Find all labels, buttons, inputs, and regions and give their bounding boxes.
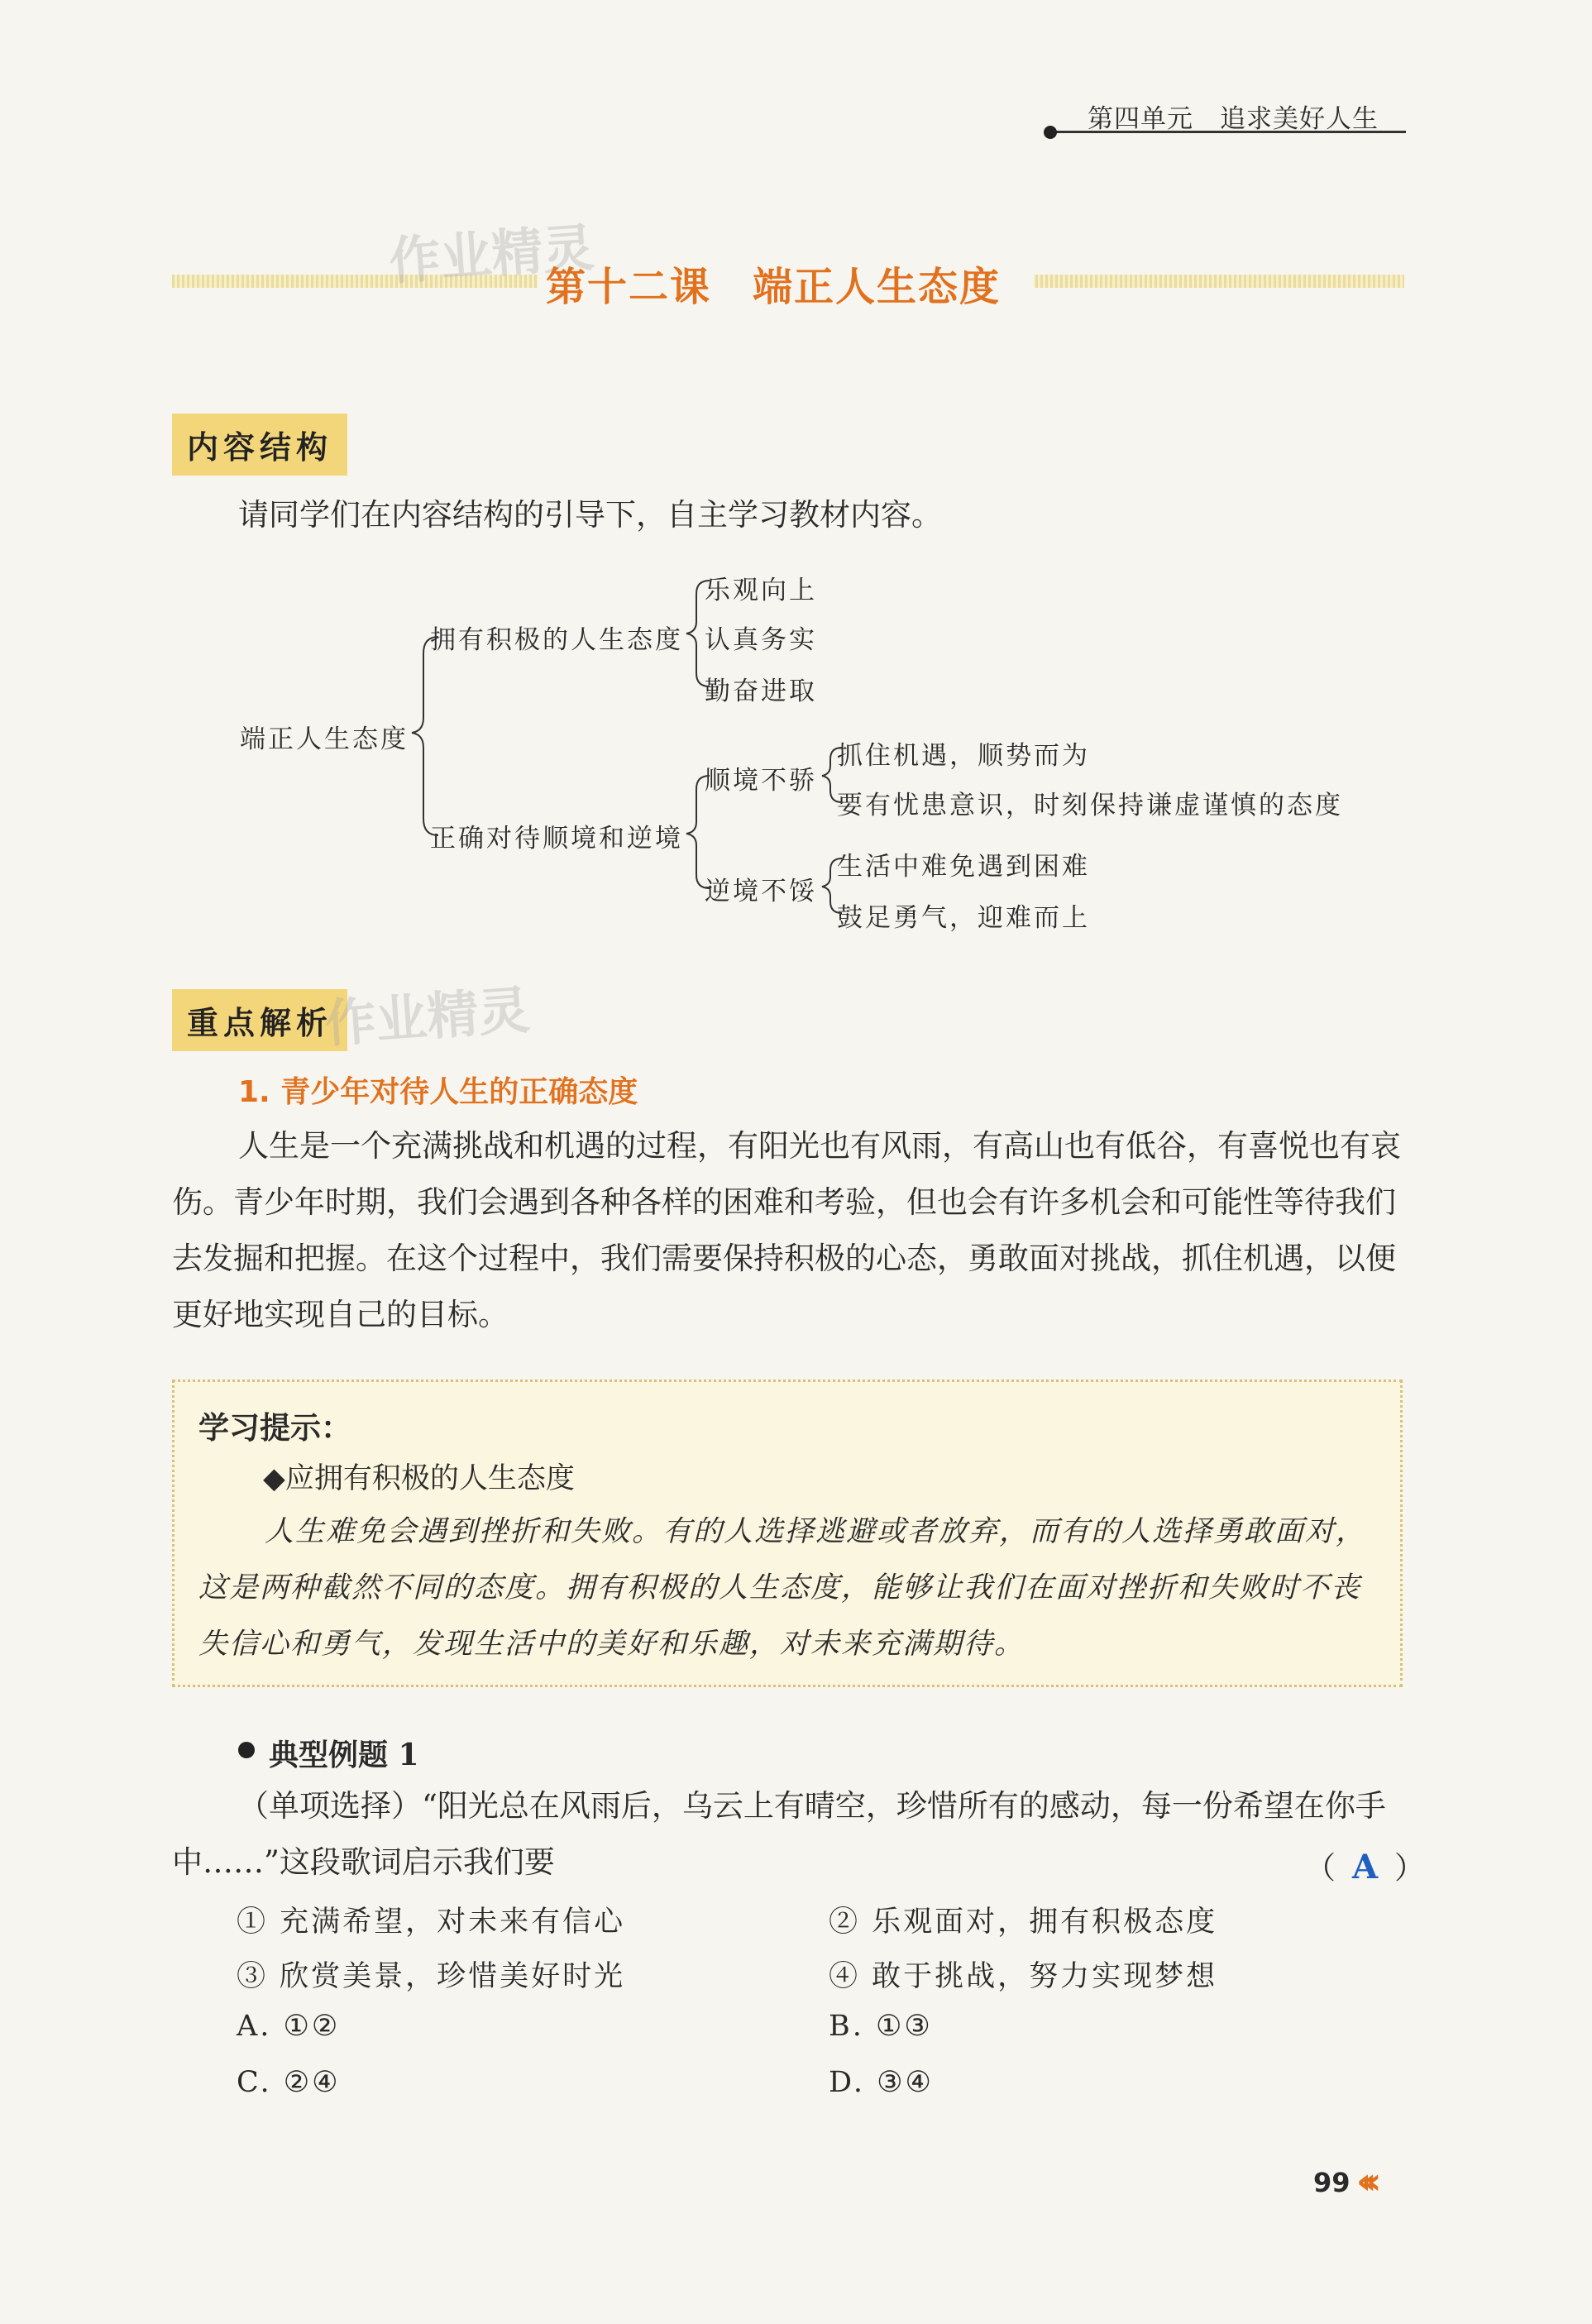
tree-branch2b: 逆境不馁 — [705, 877, 817, 906]
example-heading: 典型例题 1 — [269, 1738, 419, 1772]
choice-c: C. ②④ — [237, 2066, 341, 2099]
statement: ③ 欣赏美景，珍惜美好时光 — [237, 1960, 626, 1993]
answer-bracket — [1305, 1843, 1425, 1887]
tip-subtitle: ◆应拥有积极的人生态度 — [263, 1462, 575, 1495]
tree-branch2b-item: 生活中难免遇到困难 — [837, 852, 1090, 882]
tree-branch2a-item: 要有忧患意识，时刻保持谦虚谨慎的态度 — [837, 791, 1343, 820]
analysis-paragraph: 人生是一个充满挑战和机遇的过程，有阳光也有风雨，有高山也有低谷，有喜悦也有哀伤。青少年时期，我们会遇到各种各样的困难和考验，但也会有许多机会和可能性等待我们去发掘和把握。在这个过程中，我们需要保持积极的心态，勇敢面对挑战，抓住机遇，以便更好地实现自己的目标。 — [172, 1128, 1401, 1332]
tree-branch2b-item: 鼓足勇气，迎难而上 — [837, 903, 1090, 933]
section-tab-analysis: 重点解析 — [172, 989, 347, 1051]
tree-branch1-item: 乐观向上 — [705, 576, 817, 605]
statement: ① 充满希望，对未来有信心 — [237, 1906, 626, 1939]
tree-branch2a: 顺境不骄 — [705, 766, 817, 796]
answer-value: A — [1352, 1848, 1379, 1886]
brace-branch1 — [686, 581, 710, 686]
chevron-left-icon: ‹‹‹ — [1356, 2160, 1372, 2202]
lesson-title: 第十二课 端正人生态度 — [546, 264, 1002, 310]
statement: ② 乐观面对，拥有积极态度 — [829, 1906, 1218, 1939]
tree-branch2: 正确对待顺境和逆境 — [430, 824, 683, 854]
tree-branch1-item: 勤奋进取 — [705, 677, 817, 706]
watermark: 作业精灵 — [387, 217, 596, 292]
tip-text: 人生难免会遇到挫折和失败。有的人选择逃避或者放弃，而有的人选择勇敢面对，这是两种截然不同的态度。拥有积极的人生态度，能够让我们在面对挫折和失败时不丧失信心和勇气，发现生活中的美好和乐趣，对未来充满期待。 — [198, 1515, 1367, 1661]
structure-intro: 请同学们在内容结构的引导下，自主学习教材内容。 — [238, 497, 942, 533]
choice-b: B. ①③ — [829, 2010, 933, 2043]
tree-branch1-item: 认真务实 — [705, 625, 817, 655]
tree-braces — [0, 0, 1592, 992]
tree-root: 端正人生态度 — [240, 724, 409, 754]
brace-root — [412, 637, 438, 835]
watermark: 作业精灵 — [323, 979, 532, 1054]
page-number: 99 — [1313, 2167, 1351, 2198]
brace-branch2b — [822, 858, 842, 913]
brace-branch2 — [686, 776, 710, 888]
choice-a: A. ①② — [237, 2010, 341, 2043]
choice-d: D. ③④ — [829, 2066, 934, 2099]
tree-branch2a-item: 抓住机遇，顺势而为 — [837, 741, 1090, 771]
statement: ④ 敢于挑战，努力实现梦想 — [829, 1960, 1218, 1993]
tree-branch1: 拥有积极的人生态度 — [430, 625, 683, 655]
example-bullet — [238, 1742, 255, 1758]
unit-title: 第四单元 追求美好人生 — [1088, 104, 1379, 134]
analysis-heading: 1. 青少年对待人生的正确态度 — [238, 1075, 638, 1109]
section-tab-structure: 内容结构 — [172, 414, 347, 476]
example-question: （单项选择）“阳光总在风雨后，乌云上有晴空，珍惜所有的感动，每一份希望在你手中……”这段歌词启示我们要 — [172, 1788, 1386, 1880]
tip-title: 学习提示： — [198, 1410, 351, 1446]
brace-branch2a — [822, 748, 842, 802]
answer-close: ） — [1394, 1850, 1426, 1886]
answer-open: （ — [1305, 1850, 1336, 1886]
